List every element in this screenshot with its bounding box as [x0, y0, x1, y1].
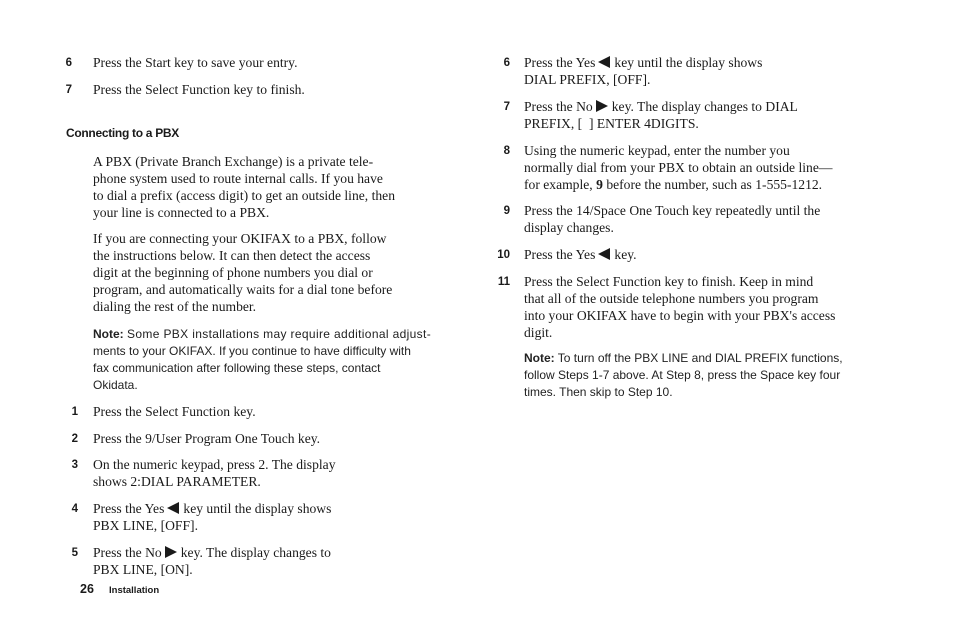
text-line: shows 2:DIAL PARAMETER.	[93, 474, 261, 489]
text-line: that all of the outside telephone numbers you program	[524, 291, 819, 306]
left-triangle-icon	[598, 248, 610, 260]
note-left	[93, 326, 463, 394]
step-number: 9	[503, 205, 510, 217]
step-number: 11	[497, 276, 510, 288]
left-triangle-icon	[167, 502, 179, 514]
text-line: your line is connected to a PBX.	[93, 205, 270, 220]
section-name: Installation	[109, 585, 160, 596]
step-number: 7	[503, 101, 510, 113]
text-line: On the numeric keypad, press 2. The display	[93, 457, 336, 472]
note-label: Note:	[93, 327, 124, 341]
text-line: program, and automatically waits for a dial tone before	[93, 282, 393, 297]
step-number: 2	[71, 433, 78, 445]
text-line: Press the Select Function key to finish. Keep in mind	[524, 274, 814, 289]
step-number: 1	[71, 406, 78, 418]
step-text: Press the Select Function key.	[93, 404, 256, 419]
step-text: Press the 9/User Program One Touch key.	[93, 431, 321, 446]
text-line: PREFIX, [ ] ENTER 4DIGITS.	[524, 116, 699, 131]
text-line: dialing the rest of the number.	[93, 299, 257, 314]
intro-paragraph	[93, 153, 463, 221]
step-text: Press the Start key to save your entry.	[93, 55, 298, 70]
bold-digit: 9	[596, 177, 603, 192]
step-text: Press the Select Function key to finish.	[93, 82, 305, 97]
text-line: phone system used to route internal calls. If you have	[93, 171, 383, 186]
text-line: display changes.	[524, 220, 614, 235]
text-line: Press the 14/Space One Touch key repeatedly until the	[524, 203, 821, 218]
left-triangle-icon	[598, 56, 610, 68]
text-line: PBX LINE, [ON].	[93, 562, 193, 577]
text-line: DIAL PREFIX, [OFF].	[524, 72, 651, 87]
page-number: 26	[80, 582, 94, 596]
step-number: 6	[65, 57, 72, 69]
step-number: 4	[71, 503, 78, 515]
instructions-paragraph	[93, 230, 463, 315]
text-line: digit.	[524, 325, 553, 340]
text-line: Okidata.	[93, 378, 138, 392]
note-label: Note:	[524, 351, 555, 365]
right-triangle-icon	[596, 100, 608, 112]
text-line: the instructions below. It can then detect the access	[93, 248, 371, 263]
text-line: times. Then skip to Step 10.	[524, 385, 673, 399]
right-triangle-icon	[165, 546, 177, 558]
text-line: to dial a prefix (access digit) to get an outside line, then	[93, 188, 395, 203]
text-line: Some PBX installations may require additional adjust-	[127, 327, 432, 341]
text-line: PBX LINE, [OFF].	[93, 518, 198, 533]
step-number: 5	[71, 547, 78, 559]
step-number: 7	[65, 84, 72, 96]
text-line: Using the numeric keypad, enter the number you	[524, 143, 790, 158]
text-line: To turn off the PBX LINE and DIAL PREFIX functions,	[557, 351, 843, 365]
step-number: 6	[503, 57, 510, 69]
text-line: A PBX (Private Branch Exchange) is a private tele-	[93, 154, 374, 169]
note-right	[524, 350, 894, 401]
text-line: If you are connecting your OKIFAX to a PBX, follow	[93, 231, 387, 246]
step-number: 8	[503, 145, 510, 157]
text-line: follow Steps 1-7 above. At Step 8, press the Space key four	[524, 368, 841, 382]
text-line: normally dial from your PBX to obtain an outside line—	[524, 160, 833, 175]
step-number: 10	[497, 249, 510, 261]
text-line: fax communication after following these steps, contact	[93, 361, 381, 375]
section-heading: Connecting to a PBX	[66, 126, 179, 140]
text-line: ments to your OKIFAX. If you continue to have difficulty with	[93, 344, 411, 358]
text-line: into your OKIFAX have to begin with your PBX's access	[524, 308, 836, 323]
step-number: 3	[71, 459, 78, 471]
text-line: digit at the beginning of phone numbers you dial or	[93, 265, 373, 280]
